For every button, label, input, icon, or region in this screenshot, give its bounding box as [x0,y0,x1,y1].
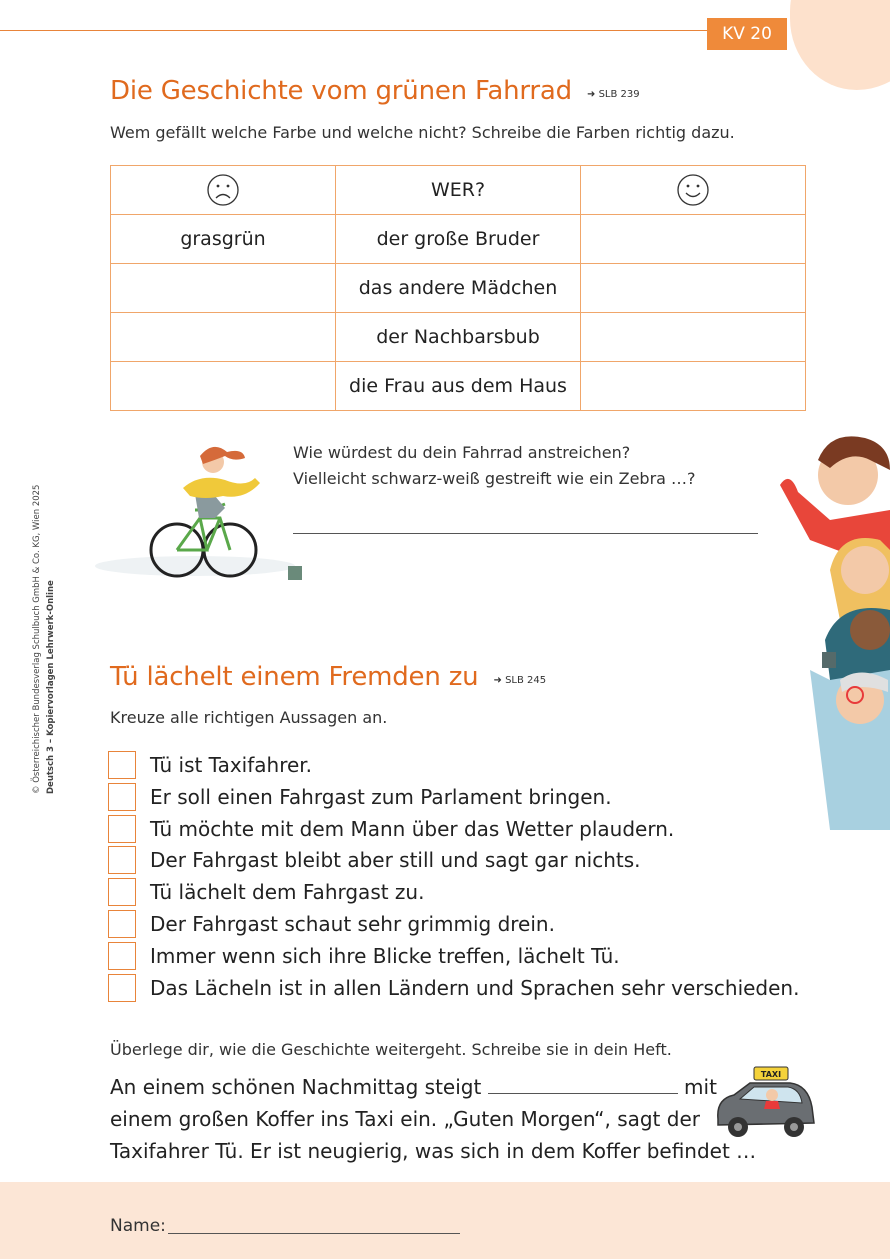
sad-face-icon [206,173,240,207]
table-row [111,362,806,411]
who-cell: der große Bruder [336,215,581,264]
happy-face-icon [676,173,710,207]
taxi-sign-text: TAXI [760,1070,782,1079]
section2-title: Tü lächelt einem Fremden zu [110,662,479,692]
corner-blob [790,0,890,90]
dislike-cell[interactable]: grasgrün [111,215,336,264]
header-who: WER? [336,166,581,215]
name-label: Name: [110,1216,166,1236]
sidebar-copyright [30,474,64,794]
story-part1: An einem schönen Nachmittag steigt [110,1075,482,1099]
story-part2: mit [684,1075,717,1099]
like-cell[interactable] [581,362,806,411]
color-table [110,165,806,411]
statement-checkbox[interactable] [108,910,136,938]
header-like [581,166,806,215]
table-row [111,313,806,362]
statement-text: Tü möchte mit dem Mann über das Wetter plaudern. [150,817,675,841]
question-line1: Wie würdest du dein Fahrrad anstreichen? [293,443,631,462]
name-field[interactable] [168,1233,460,1234]
statement-text: Das Lächeln ist in allen Ländern und Sprachen sehr verschieden. [150,976,800,1000]
people-illustration [770,430,890,830]
statement-text: Der Fahrgast schaut sehr grimmig drein. [150,912,555,936]
section1-title: Die Geschichte vom grünen Fahrrad [110,76,572,106]
who-cell: der Nachbarsbub [336,313,581,362]
statement-text: Tü lächelt dem Fahrgast zu. [150,880,425,904]
section1-heading [110,76,640,106]
statement-checkbox[interactable] [108,846,136,874]
section1-ref: ➜ SLB 239 [587,89,640,100]
statement-checkbox[interactable] [108,783,136,811]
like-cell[interactable] [581,215,806,264]
dislike-cell[interactable] [111,313,336,362]
statement-checkbox[interactable] [108,815,136,843]
table-row [111,264,806,313]
story-line1 [110,1071,717,1103]
who-cell: das andere Mädchen [336,264,581,313]
section1-instruction: Wem gefällt welche Farbe und welche nicht? Schreibe die Farben richtig dazu. [110,123,735,142]
statement-checkbox[interactable] [108,974,136,1002]
statement-checkbox[interactable] [108,878,136,906]
statement-text: Immer wenn sich ihre Blicke treffen, lächelt Tü. [150,944,620,968]
header-line [0,30,750,31]
series-text: Deutsch 3 – Kopiervorlagen Lehrwerk-Online [46,580,56,794]
answer-line[interactable] [293,533,758,534]
statement-text: Der Fahrgast bleibt aber still und sagt gar nichts. [150,848,641,872]
story-line2: einem großen Koffer ins Taxi ein. „Guten Morgen“, sagt der [110,1107,700,1131]
statement-checkbox[interactable] [108,942,136,970]
header-dislike [111,166,336,215]
dislike-cell[interactable] [111,264,336,313]
table-header-row [111,166,806,215]
continue-instruction: Überlege dir, wie die Geschichte weitergeht. Schreibe sie in dein Heft. [110,1040,672,1059]
kv-badge: KV 20 [707,18,787,50]
like-cell[interactable] [581,264,806,313]
story-line3: Taxifahrer Tü. Er ist neugierig, was sich in dem Koffer befindet … [110,1139,757,1163]
who-cell: die Frau aus dem Haus [336,362,581,411]
question-line2: Vielleicht schwarz-weiß gestreift wie ein Zebra …? [293,469,696,488]
statement-checkbox[interactable] [108,751,136,779]
statement-text: Tü ist Taxifahrer. [150,753,313,777]
section2-instruction: Kreuze alle richtigen Aussagen an. [110,708,388,727]
girl-bicycle-illustration [95,438,305,598]
statement-text: Er soll einen Fahrgast zum Parlament bringen. [150,785,612,809]
table-row [111,215,806,264]
section2-heading [110,662,546,692]
dislike-cell[interactable] [111,362,336,411]
taxi-illustration [710,1063,820,1145]
section2-ref: ➜ SLB 245 [493,675,547,686]
story-blank[interactable] [488,1075,678,1094]
like-cell[interactable] [581,313,806,362]
copyright-text: © Österreichischer Bundesverlag Schulbuch GmbH & Co. KG, Wien 2025 [32,484,42,794]
